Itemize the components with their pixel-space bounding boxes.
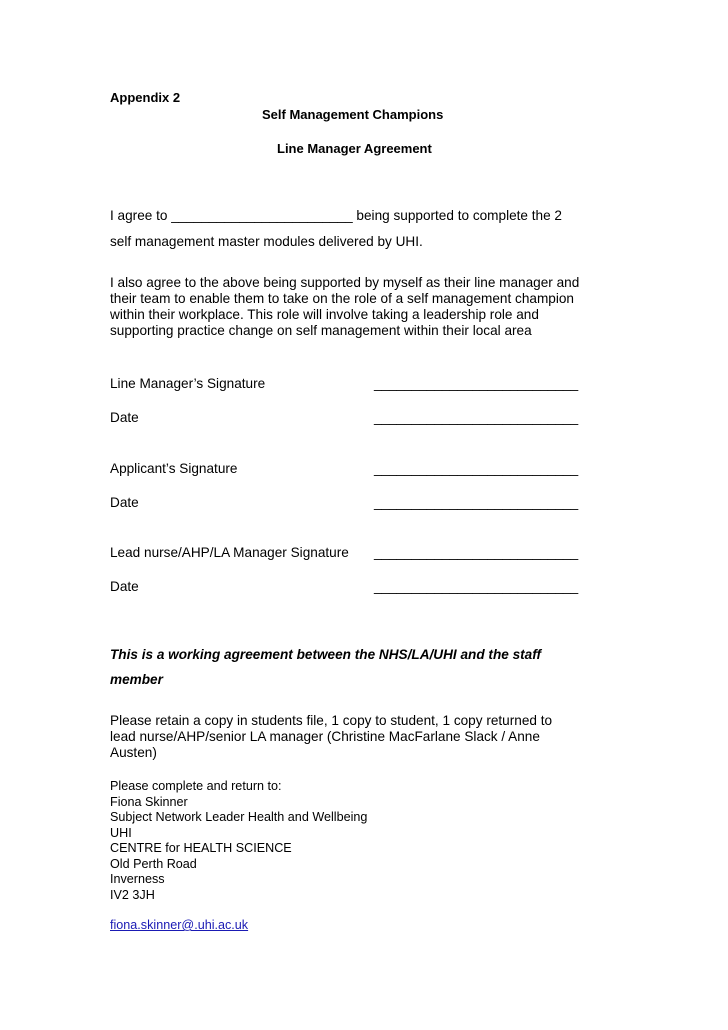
lead-manager-signature-label: Lead nurse/AHP/LA Manager Signature <box>110 545 349 560</box>
address-name: Fiona Skinner <box>110 794 188 809</box>
address-city: Inverness <box>110 872 165 886</box>
working-agreement-notice-line-2: member <box>110 672 163 687</box>
applicant-signature-label: Applicant’s Signature <box>110 461 238 476</box>
contact-email-link[interactable]: fiona.skinner@.uhi.ac.uk <box>110 918 249 932</box>
retain-copy-instructions: Please retain a copy in students file, 1 copy to student, 1 copy returned to lead nurse/AHP/senior LA manager (Christine MacFarlane Slack / Anne Austen) <box>110 713 553 760</box>
lead-manager-date-field[interactable]: ___________________________ <box>374 579 579 594</box>
line-manager-signature-field[interactable]: ___________________________ <box>374 376 579 391</box>
line-manager-date-field[interactable]: ___________________________ <box>374 410 579 425</box>
working-agreement-notice-line-1: This is a working agreement between the NHS/LA/UHI and the staff <box>110 647 542 662</box>
agreement-line-2: self management master modules delivered by UHI. <box>110 234 423 249</box>
appendix-label: Appendix 2 <box>110 90 181 105</box>
applicant-signature-field[interactable]: ___________________________ <box>374 461 579 476</box>
return-address <box>110 779 367 903</box>
document-subtitle: Line Manager Agreement <box>277 141 432 156</box>
document-title: Self Management Champions <box>262 107 444 122</box>
address-street: Old Perth Road <box>110 856 197 871</box>
applicant-date-label: Date <box>110 495 139 510</box>
address-centre: CENTRE for HEALTH SCIENCE <box>110 841 292 855</box>
agreement-paragraph: I also agree to the above being supported by myself as their line manager and their team to enable them to take on the role of a self management champion within their workplace. This role will involve taking a leadership role and supporting practice change on self management within their local area <box>110 275 580 338</box>
agreement-line-1: I agree to ________________________ being supported to complete the 2 <box>110 208 562 223</box>
lead-manager-date-label: Date <box>110 579 139 594</box>
address-org: UHI <box>110 825 132 840</box>
address-role: Subject Network Leader Health and Wellbeing <box>110 810 368 824</box>
address-postcode: IV2 3JH <box>110 887 155 902</box>
address-intro: Please complete and return to: <box>110 779 282 793</box>
line-manager-date-label: Date <box>110 410 139 425</box>
applicant-date-field[interactable]: ___________________________ <box>374 495 579 510</box>
lead-manager-signature-field[interactable]: ___________________________ <box>374 545 579 560</box>
line-manager-signature-label: Line Manager’s Signature <box>110 376 266 391</box>
